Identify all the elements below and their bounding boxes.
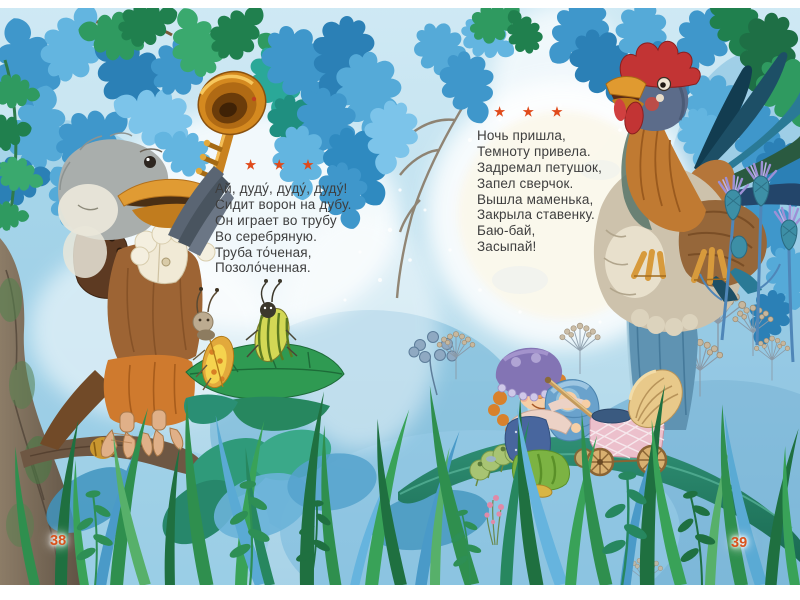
section-marker-stars: ★ ★ ★ — [494, 105, 570, 119]
poem-line: Засыпай! — [477, 239, 537, 255]
poem-line: Ай, дуду́, дуду́, дуду́! — [215, 180, 348, 196]
poem-line: Темноту привела. — [477, 143, 591, 159]
page-margin-top — [0, 0, 800, 8]
page-number-left: 38 — [50, 533, 67, 549]
poem-line: Он играет во трубу — [215, 212, 337, 228]
poem-line: Закрыла ставенку. — [477, 207, 595, 223]
left-poem-block — [215, 158, 351, 276]
poem-line: Вышла маменька, — [477, 191, 594, 207]
section-marker-stars: ★ ★ ★ — [245, 158, 321, 172]
poem-line: Задремал петушок, — [477, 159, 602, 175]
poem-line: Запел сверчок. — [477, 175, 574, 191]
poem-line: Позоло́ченная. — [215, 260, 311, 276]
page-margin-bottom — [0, 585, 800, 600]
poem-line: Во серебряную. — [215, 228, 317, 244]
right-poem-block — [477, 105, 602, 255]
poem-line: Ночь пришла, — [477, 127, 566, 143]
poem-line: Баю-бай, — [477, 223, 536, 239]
poem-line: Сидит ворон на дубу. — [215, 196, 352, 212]
poem-line: Труба то́ченая, — [215, 244, 312, 260]
page-number-right: 39 — [731, 535, 748, 551]
